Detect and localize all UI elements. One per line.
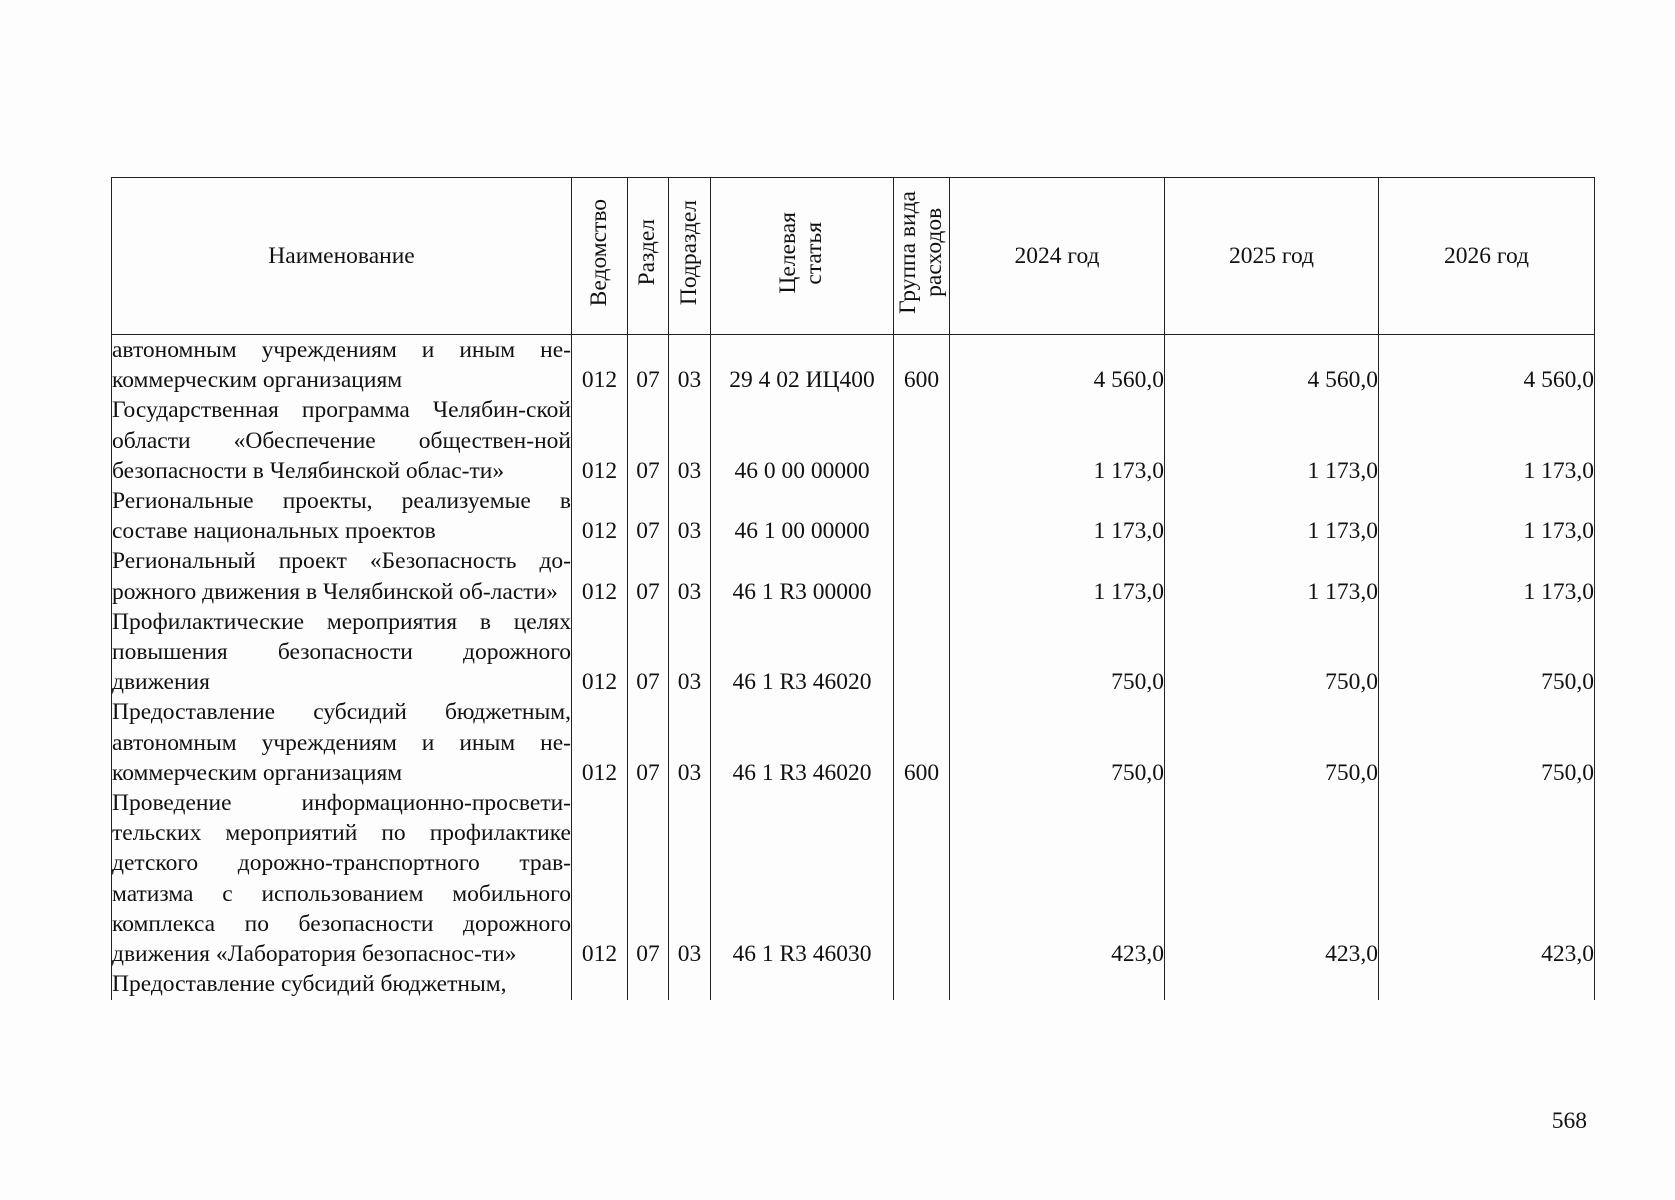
header-group-line1: Группа вида bbox=[894, 191, 921, 314]
row-2026: 1 173,0 bbox=[1379, 546, 1595, 606]
row-2025: 1 173,0 bbox=[1165, 546, 1379, 606]
row-group bbox=[894, 969, 950, 1000]
row-2025 bbox=[1165, 969, 1379, 1000]
row-name: Государственная программа Челябин-ской области «Обеспечение обществен-ной безопасности в Челябинской облас-ти» bbox=[112, 395, 572, 486]
row-2026: 750,0 bbox=[1379, 607, 1595, 698]
row-subsection: 03 bbox=[669, 546, 711, 606]
row-group bbox=[894, 607, 950, 698]
row-section: 07 bbox=[628, 697, 669, 788]
row-subsection: 03 bbox=[669, 395, 711, 486]
row-2025: 423,0 bbox=[1165, 788, 1379, 969]
header-2026: 2026 год bbox=[1379, 178, 1595, 335]
row-subsection: 03 bbox=[669, 697, 711, 788]
row-subsection: 03 bbox=[669, 486, 711, 546]
header-dept: Ведомство bbox=[572, 178, 628, 335]
row-group bbox=[894, 395, 950, 486]
row-name: автономным учреждениям и иным не-коммерческим организациям bbox=[112, 335, 572, 396]
row-2026: 423,0 bbox=[1379, 788, 1595, 969]
header-group-line2: расходов bbox=[920, 207, 947, 298]
row-group bbox=[894, 546, 950, 606]
header-2024: 2024 год bbox=[950, 178, 1165, 335]
header-2025: 2025 год bbox=[1165, 178, 1379, 335]
row-subsection: 03 bbox=[669, 788, 711, 969]
row-2025: 750,0 bbox=[1165, 607, 1379, 698]
row-dept: 012 bbox=[572, 335, 628, 396]
row-dept: 012 bbox=[572, 546, 628, 606]
row-2025: 1 173,0 bbox=[1165, 486, 1379, 546]
row-2026: 750,0 bbox=[1379, 697, 1595, 788]
header-name: Наименование bbox=[112, 178, 572, 335]
header-target bbox=[711, 178, 894, 335]
row-2024: 4 560,0 bbox=[950, 335, 1165, 396]
table-row bbox=[112, 969, 1595, 1000]
row-section bbox=[628, 969, 669, 1000]
row-2025: 750,0 bbox=[1165, 697, 1379, 788]
row-group: 600 bbox=[894, 335, 950, 396]
row-dept: 012 bbox=[572, 486, 628, 546]
row-subsection bbox=[669, 969, 711, 1000]
table-row bbox=[112, 486, 1595, 546]
row-name: Предоставление субсидий бюджетным, автономным учреждениям и иным не-коммерческим организациям bbox=[112, 697, 572, 788]
row-target: 46 1 R3 46020 bbox=[711, 697, 894, 788]
row-section: 07 bbox=[628, 546, 669, 606]
row-section: 07 bbox=[628, 335, 669, 396]
row-2024: 1 173,0 bbox=[950, 486, 1165, 546]
row-target: 46 1 00 00000 bbox=[711, 486, 894, 546]
table-row bbox=[112, 395, 1595, 486]
row-subsection: 03 bbox=[669, 607, 711, 698]
row-target bbox=[711, 969, 894, 1000]
table-row bbox=[112, 607, 1595, 698]
row-group bbox=[894, 788, 950, 969]
row-2026 bbox=[1379, 969, 1595, 1000]
row-name: Проведение информационно-просвети-тельских мероприятий по профилактике детского дорожно-транспортного трав-матизма с использованием мобильного комплекса по безопасности дорожного движения «Лаборатория безопаснос-ти» bbox=[112, 788, 572, 969]
row-2024: 1 173,0 bbox=[950, 395, 1165, 486]
row-target: 46 1 R3 46020 bbox=[711, 607, 894, 698]
row-dept: 012 bbox=[572, 607, 628, 698]
row-2024: 750,0 bbox=[950, 697, 1165, 788]
row-dept: 012 bbox=[572, 395, 628, 486]
row-name: Региональные проекты, реализуемые в составе национальных проектов bbox=[112, 486, 572, 546]
page-number: 568 bbox=[1551, 1108, 1587, 1134]
row-dept: 012 bbox=[572, 697, 628, 788]
row-section: 07 bbox=[628, 788, 669, 969]
table-row bbox=[112, 335, 1595, 396]
row-2024: 1 173,0 bbox=[950, 546, 1165, 606]
row-2026: 1 173,0 bbox=[1379, 395, 1595, 486]
row-section: 07 bbox=[628, 395, 669, 486]
row-target: 46 1 R3 00000 bbox=[711, 546, 894, 606]
row-subsection: 03 bbox=[669, 335, 711, 396]
row-2026: 1 173,0 bbox=[1379, 486, 1595, 546]
table-row bbox=[112, 788, 1595, 969]
header-section: Раздел bbox=[628, 178, 669, 335]
row-2026: 4 560,0 bbox=[1379, 335, 1595, 396]
table-header-row bbox=[112, 178, 1595, 335]
row-group: 600 bbox=[894, 697, 950, 788]
row-section: 07 bbox=[628, 486, 669, 546]
header-target-line2: статья bbox=[801, 221, 827, 284]
table-row bbox=[112, 697, 1595, 788]
row-target: 46 1 R3 46030 bbox=[711, 788, 894, 969]
row-dept bbox=[572, 969, 628, 1000]
row-2025: 4 560,0 bbox=[1165, 335, 1379, 396]
row-2024: 750,0 bbox=[950, 607, 1165, 698]
header-target-line1: Целевая bbox=[775, 211, 802, 294]
row-target: 29 4 02 ИЦ400 bbox=[711, 335, 894, 396]
budget-table bbox=[111, 177, 1595, 1000]
row-name: Региональный проект «Безопасность до-рожного движения в Челябинской об-ласти» bbox=[112, 546, 572, 606]
row-group bbox=[894, 486, 950, 546]
row-name: Профилактические мероприятия в целях повышения безопасности дорожного движения bbox=[112, 607, 572, 698]
table-row bbox=[112, 546, 1595, 606]
row-dept: 012 bbox=[572, 788, 628, 969]
row-target: 46 0 00 00000 bbox=[711, 395, 894, 486]
row-2025: 1 173,0 bbox=[1165, 395, 1379, 486]
header-subsection: Подраздел bbox=[669, 178, 711, 335]
row-2024 bbox=[950, 969, 1165, 1000]
row-name: Предоставление субсидий бюджетным, bbox=[112, 969, 572, 1000]
header-group bbox=[894, 178, 950, 335]
row-2024: 423,0 bbox=[950, 788, 1165, 969]
row-section: 07 bbox=[628, 607, 669, 698]
